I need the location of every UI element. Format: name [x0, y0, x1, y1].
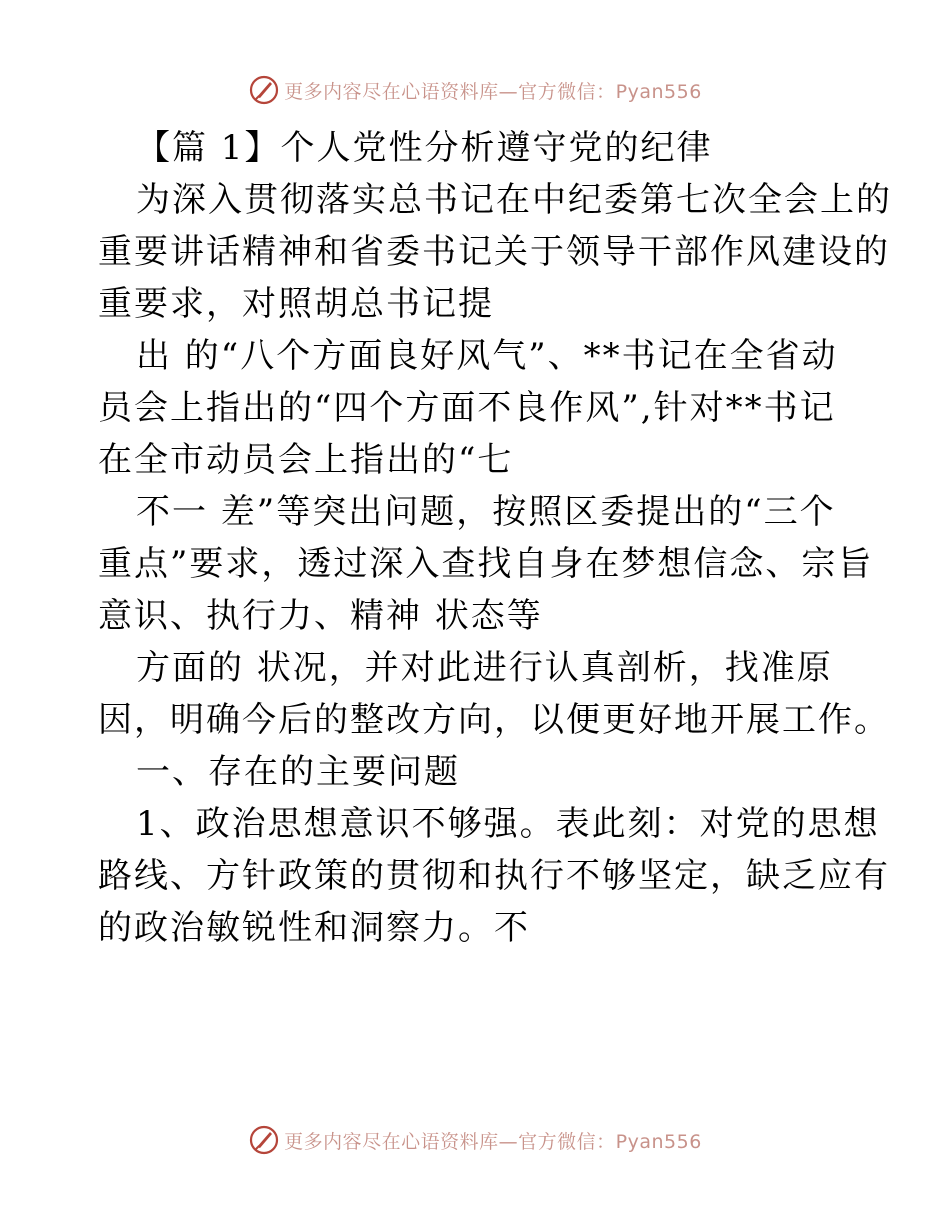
document-line: 一、存在的主要问题 [136, 752, 460, 792]
footer-banner-text: 更多内容尽在心语资料库—官方微信：Pyan556 [284, 1130, 702, 1153]
document-line: 出 的“八个方面良好风气”、**书记在全省动 [136, 336, 838, 376]
header-banner [0, 70, 950, 110]
document-line: 因，明确今后的整改方向，以便更好地开展工作。 [98, 700, 890, 740]
document-line: 重要讲话精神和省委书记关于领导干部作风建设的 [98, 232, 890, 272]
document-line: 方面的 状况，并对此进行认真剖析，找准原 [136, 648, 833, 688]
document-line: 的政治敏锐性和洞察力。不 [98, 908, 530, 948]
document-line: 重要求，对照胡总书记提 [98, 284, 494, 324]
document-line: 不一 差”等突出问题，按照区委提出的“三个 [136, 492, 836, 532]
header-banner-text: 更多内容尽在心语资料库—官方微信：Pyan556 [284, 80, 702, 103]
document-line: 员会上指出的“四个方面不良作风”,针对**书记 [98, 388, 836, 428]
document-line: 路线、方针政策的贯彻和执行不够坚定，缺乏应有 [98, 856, 890, 896]
document-line: 【篇 1】个人党性分析遵守党的纪律 [136, 128, 713, 168]
footer-banner [0, 1120, 950, 1160]
document-body [98, 122, 892, 954]
document-line: 1、政治思想意识不够强。表此刻：对党的思想 [136, 804, 880, 844]
document-line: 意识、执行力、精神 状态等 [98, 596, 543, 636]
document-line: 重点”要求，透过深入查找自身在梦想信念、宗旨 [98, 544, 874, 584]
quill-logo-icon [248, 1124, 280, 1156]
quill-logo-icon [248, 74, 280, 106]
document-line: 在全市动员会上指出的“七 [98, 440, 514, 480]
document-line: 为深入贯彻落实总书记在中纪委第七次全会上的 [136, 180, 892, 220]
